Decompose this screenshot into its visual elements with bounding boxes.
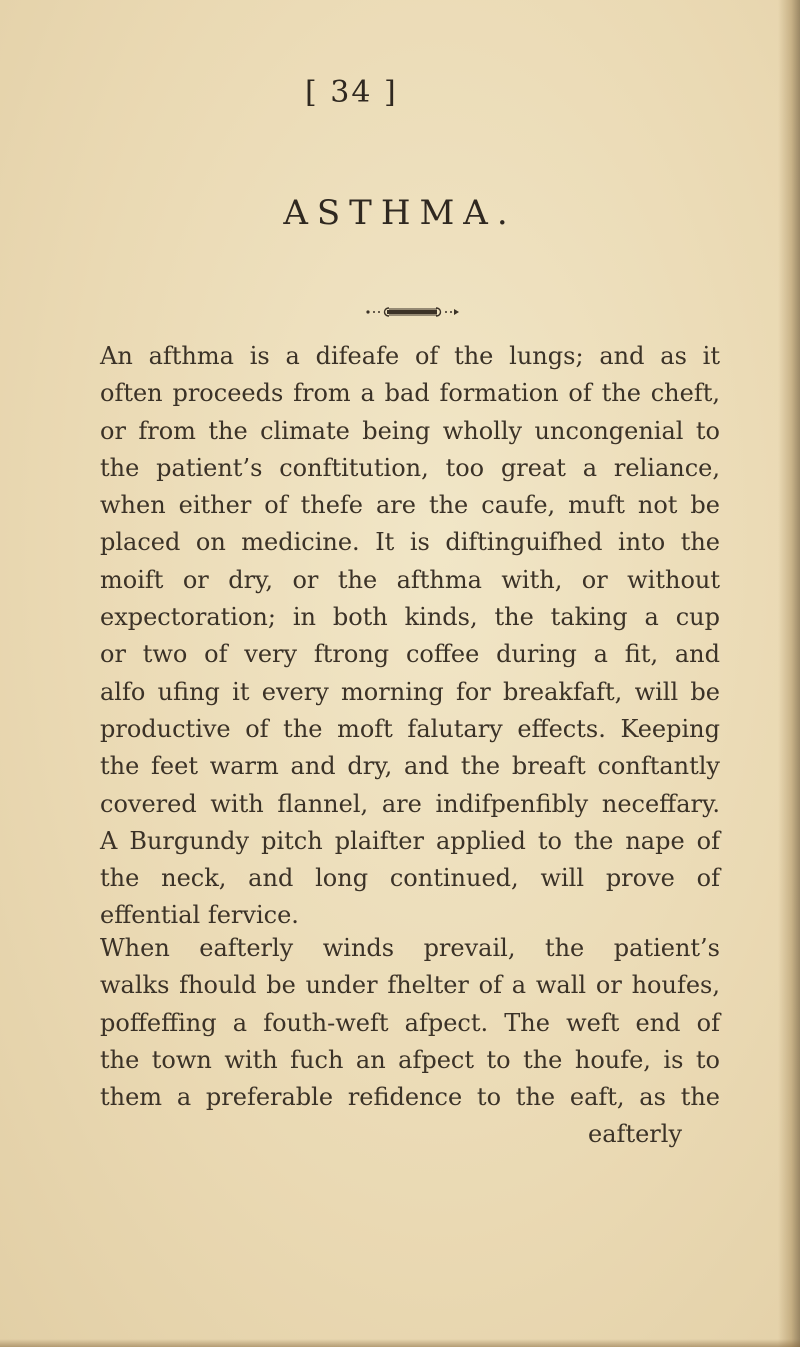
text-line: placed on medicine. It is diftinguifhed into the [100, 528, 720, 557]
text-line: the feet warm and dry, and the breaft conftantly [100, 752, 720, 781]
text-line: alfo ufing it every morning for breakfaft, will be [100, 677, 720, 706]
catchword: eafterly [588, 1120, 682, 1149]
text-line: the neck, and long continued, will prove of [100, 864, 720, 893]
text-line: them a preferable refidence to the eaft, as the [100, 1083, 720, 1112]
text-line: expectoration; in both kinds, the taking a cup [100, 603, 720, 632]
text-line: walks fhould be under fhelter of a wall or houfes, [100, 971, 720, 1000]
text-line: the town with fuch an afpect to the houfe, is to [100, 1045, 720, 1074]
text-line: effential fervice. [100, 901, 299, 930]
chapter-heading: ASTHMA. [283, 193, 517, 233]
text-line: An afthma is a difeafe of the lungs; and as it [100, 342, 720, 370]
text-line: or two of very ftrong coffee during a fit, and [100, 640, 720, 669]
text-line: or from the climate being wholly uncongenial to [100, 416, 720, 445]
page-number: [ 34 ] [305, 75, 398, 110]
paragraph-1 [100, 338, 720, 935]
text-line: When eafterly winds prevail, the patient’s [100, 934, 720, 962]
text-line: covered with flannel, are indifpenfibly neceffary. [100, 789, 720, 818]
ornament-divider-icon [365, 304, 460, 320]
page-bottom-shadow [0, 1339, 800, 1347]
text-line: when either of thefe are the caufe, muft not be [100, 491, 720, 520]
paragraph-2 [100, 930, 720, 1154]
text-line: A Burgundy pitch plaifter applied to the nape of [100, 826, 720, 855]
text-line: productive of the moft falutary effects. Keeping [100, 714, 720, 743]
text-line: the patient’s conftitution, too great a reliance, [100, 453, 720, 482]
text-line: moift or dry, or the afthma with, or without [100, 565, 720, 594]
text-line: often proceeds from a bad formation of the cheft, [100, 379, 720, 408]
text-line: poffeffing a fouth-weft afpect. The weft end of [100, 1008, 720, 1037]
